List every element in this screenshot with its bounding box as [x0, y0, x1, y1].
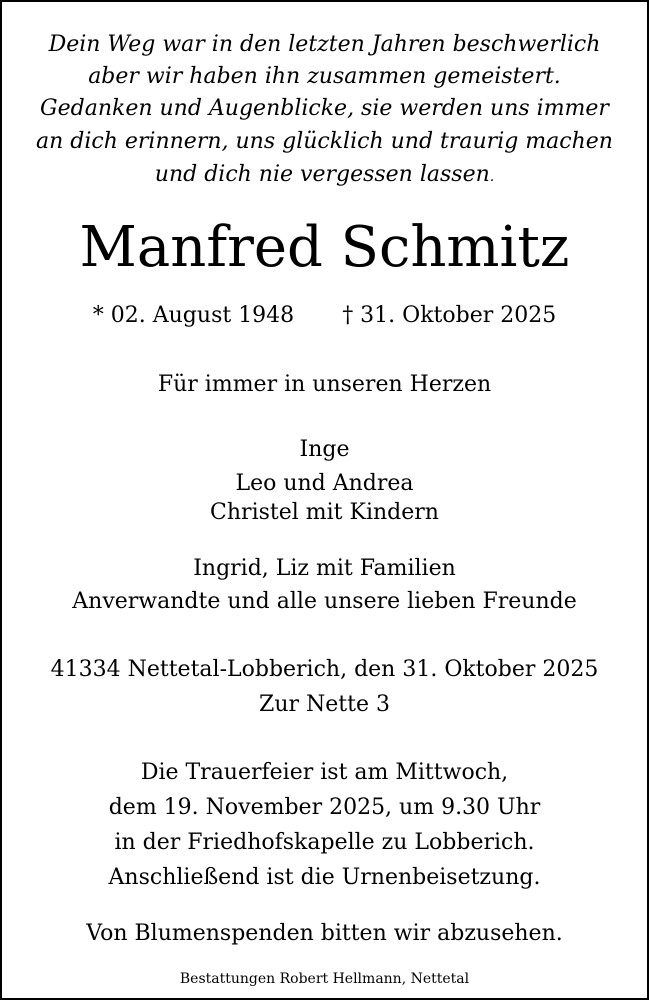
place-and-date: 41334 Nettetal-Lobberich, den 31. Oktober 2025	[50, 657, 599, 682]
mourner-4: Ingrid, Liz mit Familien	[193, 556, 456, 581]
mourner-3: Christel mit Kindern	[210, 500, 439, 525]
birth-date: * 02. August 1948	[92, 303, 295, 328]
mourner-2: Leo und Andrea	[235, 471, 414, 496]
flowers-note: Von Blumenspenden bitten wir abzusehen.	[86, 921, 563, 946]
verse-line-1: Dein Weg war in den letzten Jahren beschwerlich	[48, 32, 601, 57]
ceremony-line-1: Die Trauerfeier ist am Mittwoch,	[140, 760, 509, 785]
mourner-1: Inge	[299, 437, 350, 462]
verse-line-5	[2, 162, 647, 190]
motto: Für immer in unseren Herzen	[157, 372, 492, 397]
verse-line-3: Gedanken und Augenblicke, sie werden uns immer	[40, 96, 609, 121]
deceased-name: Manfred Schmitz	[79, 215, 570, 280]
ceremony-line-2: dem 19. November 2025, um 9.30 Uhr	[108, 795, 541, 820]
death-date: † 31. Oktober 2025	[342, 303, 557, 328]
mourner-5: Anverwandte und alle unsere lieben Freunde	[72, 589, 577, 614]
verse-end-mark: .	[489, 169, 495, 185]
verse-line-5-text: und dich nie vergessen lassen	[154, 162, 490, 187]
verse-line-4: an dich erinnern, uns glücklich und traurig machen	[36, 129, 613, 154]
funeral-home: Bestattungen Robert Hellmann, Nettetal	[179, 971, 470, 987]
ceremony-line-3: in der Friedhofskapelle zu Lobberich.	[114, 830, 535, 855]
ceremony-line-4: Anschließend ist die Urnenbeisetzung.	[108, 865, 541, 890]
verse-line-2: aber wir haben ihn zusammen gemeistert.	[88, 64, 561, 89]
life-dates	[2, 302, 647, 330]
address: Zur Nette 3	[259, 692, 390, 717]
